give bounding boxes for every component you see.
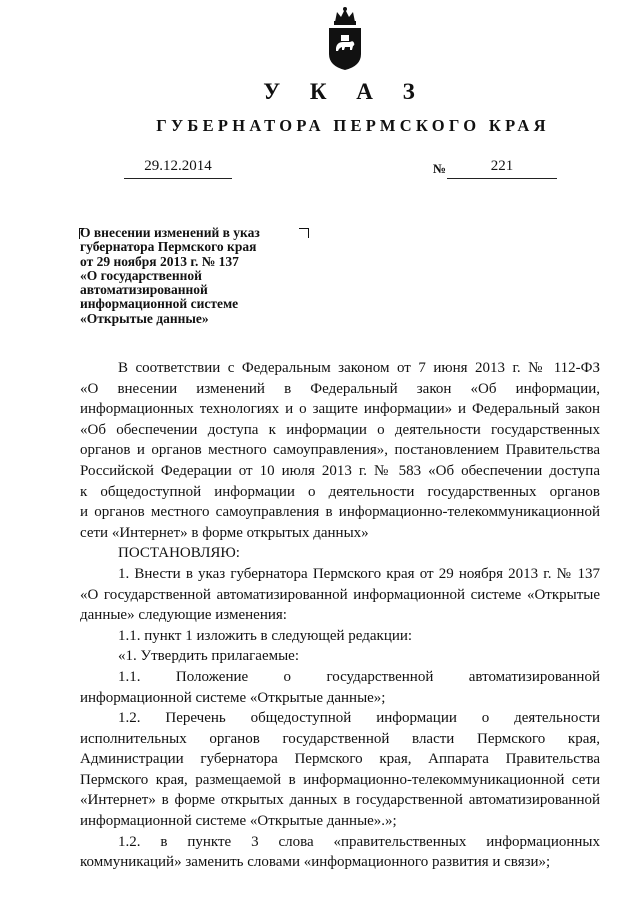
quoted-item-1-2 <box>80 708 600 832</box>
perm-krai-coat-of-arms-icon <box>325 6 365 72</box>
text-line: данные» следующие изменения: <box>80 607 287 624</box>
heading-line: О внесении изменений в указ <box>80 225 260 240</box>
text-line: В соответствии с Федеральным законом от 7 июня 2013 г. № 112-ФЗ <box>118 360 600 376</box>
decree-number: 221 <box>490 158 514 174</box>
text-line: коммуникаций» заменить словами «информационного развития и связи»; <box>80 854 551 871</box>
number-underline <box>447 178 557 179</box>
quoted-item-1: «1. Утвердить прилагаемые: <box>118 648 299 665</box>
heading-line: информационной системе <box>80 296 239 312</box>
text-line: Администрации губернатора Пермского края, Аппарата Правительства <box>80 751 600 768</box>
decree-word: ПОСТАНОВЛЯЮ: <box>118 545 240 562</box>
item-1-paragraph <box>80 564 600 626</box>
heading-line: автоматизированной <box>80 282 208 298</box>
date-underline <box>124 178 232 179</box>
text-line: информационной системе «Открытые данные».»; <box>80 813 397 830</box>
item-1-1: 1.1. пункт 1 изложить в следующей редакции: <box>118 627 413 644</box>
quoted-item-1-1 <box>80 667 600 708</box>
text-line: к общедоступной информации о деятельности государственных органов <box>80 483 600 500</box>
text-line: 1.2. Перечень общедоступной информации о деятельности <box>118 710 600 727</box>
text-line: Российской Федерации от 10 июля 2013 г. № 583 «Об обеспечении доступа <box>80 462 600 479</box>
text-line: 1.1. Положение о государственной автоматизированной <box>118 668 600 685</box>
item-1-2 <box>80 832 600 873</box>
text-line: исполнительных органов государственной власти Пермского края, <box>80 730 600 747</box>
text-line: 1. Внести в указ губернатора Пермского края от 29 ноября 2013 г. № 137 <box>118 565 600 582</box>
issuing-authority-title: ГУБЕРНАТОРА ПЕРМСКОГО КРАЯ <box>156 116 550 135</box>
text-line: информационной системе «Открытые данные»; <box>80 689 386 706</box>
text-line: «Интернет» в форме открытых данных в государственной автоматизированной <box>80 792 600 809</box>
text-line: информационных технологиях и о защите информации» и Федеральный закон <box>80 401 600 418</box>
text-line: 1.2. в пункте 3 слова «правительственных информационных <box>118 833 600 850</box>
text-line: «О внесении изменений в Федеральный закон «Об информации, <box>80 380 600 397</box>
text-line: и органов местного самоуправления в информационно-телекоммуникационной <box>80 504 600 521</box>
heading-corner-right <box>299 228 309 238</box>
text-line: Пермского края, размещаемой в информационно-телекоммуникационной сети <box>80 771 600 788</box>
document-type-title: У К А З <box>263 79 427 104</box>
decree-heading <box>80 226 295 326</box>
preamble-paragraph <box>80 358 600 543</box>
decree-body <box>80 358 600 873</box>
text-line: органов и органов местного самоуправления», постановлением Правительства <box>80 442 600 459</box>
heading-line: «Открытые данные» <box>80 310 209 326</box>
heading-line: «О государственной <box>80 267 202 283</box>
decree-date: 29.12.2014 <box>144 158 212 174</box>
number-sign: № <box>433 161 447 176</box>
text-line: «О государственной автоматизированной информационной системе «Открытые <box>80 586 600 603</box>
text-line: «Об обеспечении доступа к информации о деятельности государственных <box>80 421 600 438</box>
heading-line: губернатора Пермского края <box>80 239 257 255</box>
heading-line: от 29 ноября 2013 г. № 137 <box>80 253 239 269</box>
text-line: сети «Интернет» в форме открытых данных» <box>80 524 369 541</box>
